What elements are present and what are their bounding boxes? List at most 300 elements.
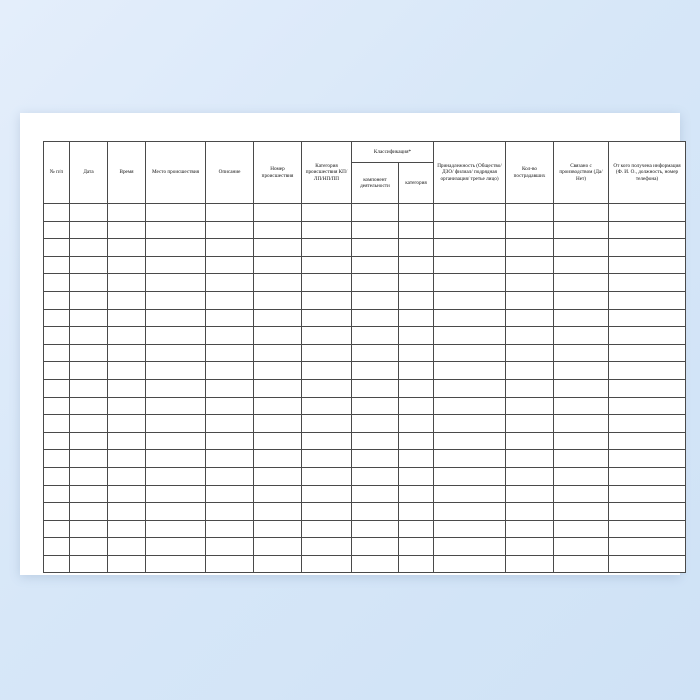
table-cell[interactable] xyxy=(554,256,609,274)
table-cell[interactable] xyxy=(254,221,302,239)
table-cell[interactable] xyxy=(399,538,434,556)
table-cell[interactable] xyxy=(302,397,352,415)
table-cell[interactable] xyxy=(254,397,302,415)
table-cell[interactable] xyxy=(609,485,686,503)
header-classification-category: категория xyxy=(399,163,434,204)
table-row xyxy=(44,379,686,397)
table-row xyxy=(44,221,686,239)
table-cell[interactable] xyxy=(506,309,554,327)
table-cell[interactable] xyxy=(352,379,399,397)
table-cell[interactable] xyxy=(146,485,206,503)
paper-sheet xyxy=(20,113,680,575)
table-cell[interactable] xyxy=(506,239,554,257)
table-cell[interactable] xyxy=(352,239,399,257)
table-cell[interactable] xyxy=(254,485,302,503)
table-cell[interactable] xyxy=(506,467,554,485)
table-cell[interactable] xyxy=(352,274,399,292)
table-cell[interactable] xyxy=(108,309,146,327)
table-cell[interactable] xyxy=(506,327,554,345)
table-cell[interactable] xyxy=(506,344,554,362)
table-row xyxy=(44,415,686,433)
table-row xyxy=(44,503,686,521)
table-cell[interactable] xyxy=(609,309,686,327)
table-cell[interactable] xyxy=(206,415,254,433)
table-cell[interactable] xyxy=(554,327,609,345)
table-cell[interactable] xyxy=(44,327,70,345)
table-cell[interactable] xyxy=(554,344,609,362)
table-cell[interactable] xyxy=(302,485,352,503)
table-cell[interactable] xyxy=(352,362,399,380)
table-cell[interactable] xyxy=(254,239,302,257)
table-cell[interactable] xyxy=(506,432,554,450)
table-cell[interactable] xyxy=(352,503,399,521)
table-cell[interactable] xyxy=(399,432,434,450)
table-cell[interactable] xyxy=(302,520,352,538)
table-cell[interactable] xyxy=(506,415,554,433)
table-cell[interactable] xyxy=(506,274,554,292)
table-cell[interactable] xyxy=(146,520,206,538)
table-cell[interactable] xyxy=(554,221,609,239)
table-cell[interactable] xyxy=(399,239,434,257)
table-cell[interactable] xyxy=(206,291,254,309)
table-cell[interactable] xyxy=(554,520,609,538)
table-row xyxy=(44,256,686,274)
table-row xyxy=(44,485,686,503)
table-cell[interactable] xyxy=(434,327,506,345)
table-cell[interactable] xyxy=(44,379,70,397)
table-cell[interactable] xyxy=(434,362,506,380)
table-cell[interactable] xyxy=(399,450,434,468)
table-cell[interactable] xyxy=(506,291,554,309)
table-cell[interactable] xyxy=(554,291,609,309)
table-cell[interactable] xyxy=(609,256,686,274)
table-cell[interactable] xyxy=(44,467,70,485)
header-incident-number: Номер происшествия xyxy=(254,142,302,204)
table-cell[interactable] xyxy=(352,415,399,433)
table-cell[interactable] xyxy=(434,555,506,573)
table-cell[interactable] xyxy=(399,467,434,485)
table-cell[interactable] xyxy=(554,362,609,380)
table-row xyxy=(44,309,686,327)
table-row xyxy=(44,291,686,309)
table-cell[interactable] xyxy=(254,467,302,485)
table-cell[interactable] xyxy=(206,555,254,573)
table-cell[interactable] xyxy=(506,256,554,274)
table-cell[interactable] xyxy=(146,362,206,380)
table-cell[interactable] xyxy=(506,204,554,222)
table-cell[interactable] xyxy=(506,538,554,556)
table-cell[interactable] xyxy=(434,309,506,327)
table-cell[interactable] xyxy=(399,344,434,362)
table-cell[interactable] xyxy=(146,555,206,573)
table-cell[interactable] xyxy=(554,204,609,222)
table-cell[interactable] xyxy=(146,432,206,450)
table-cell[interactable] xyxy=(44,344,70,362)
table-cell[interactable] xyxy=(44,309,70,327)
table-cell[interactable] xyxy=(302,239,352,257)
table-cell[interactable] xyxy=(44,555,70,573)
table-row xyxy=(44,432,686,450)
table-cell[interactable] xyxy=(70,204,108,222)
table-cell[interactable] xyxy=(70,256,108,274)
table-cell[interactable] xyxy=(609,432,686,450)
table-cell[interactable] xyxy=(434,520,506,538)
header-classification-component: компонент деятельности xyxy=(352,163,399,204)
table-cell[interactable] xyxy=(399,274,434,292)
table-cell[interactable] xyxy=(399,309,434,327)
table-cell[interactable] xyxy=(254,379,302,397)
table-cell[interactable] xyxy=(609,538,686,556)
table-cell[interactable] xyxy=(70,555,108,573)
table-cell[interactable] xyxy=(146,309,206,327)
table-row xyxy=(44,204,686,222)
table-cell[interactable] xyxy=(434,221,506,239)
table-cell[interactable] xyxy=(302,204,352,222)
table-cell[interactable] xyxy=(70,309,108,327)
table-cell[interactable] xyxy=(302,432,352,450)
table-cell[interactable] xyxy=(206,239,254,257)
table-cell[interactable] xyxy=(434,538,506,556)
table-cell[interactable] xyxy=(254,291,302,309)
header-description: Описание xyxy=(206,142,254,204)
table-cell[interactable] xyxy=(108,555,146,573)
table-cell[interactable] xyxy=(434,485,506,503)
table-cell[interactable] xyxy=(254,503,302,521)
table-cell[interactable] xyxy=(70,467,108,485)
table-cell[interactable] xyxy=(70,538,108,556)
header-num: № п/п xyxy=(44,142,70,204)
table-cell[interactable] xyxy=(254,256,302,274)
table-cell[interactable] xyxy=(554,503,609,521)
table-cell[interactable] xyxy=(44,256,70,274)
table-cell[interactable] xyxy=(108,362,146,380)
table-cell[interactable] xyxy=(206,503,254,521)
table-cell[interactable] xyxy=(70,327,108,345)
table-cell[interactable] xyxy=(44,397,70,415)
table-cell[interactable] xyxy=(44,538,70,556)
table-cell[interactable] xyxy=(206,467,254,485)
table-cell[interactable] xyxy=(302,344,352,362)
table-cell[interactable] xyxy=(554,450,609,468)
table-cell[interactable] xyxy=(302,291,352,309)
table-cell[interactable] xyxy=(399,291,434,309)
header-row-top xyxy=(44,142,686,163)
table-cell[interactable] xyxy=(206,327,254,345)
table-cell[interactable] xyxy=(70,450,108,468)
header-info-source: От кого получена информация (Ф. И. О., должность, номер телефона) xyxy=(609,142,686,204)
table-cell[interactable] xyxy=(609,362,686,380)
table-row xyxy=(44,520,686,538)
table-cell[interactable] xyxy=(399,204,434,222)
table-cell[interactable] xyxy=(146,538,206,556)
table-cell[interactable] xyxy=(70,221,108,239)
table-cell[interactable] xyxy=(399,379,434,397)
table-cell[interactable] xyxy=(108,520,146,538)
table-cell[interactable] xyxy=(108,467,146,485)
table-cell[interactable] xyxy=(434,291,506,309)
table-cell[interactable] xyxy=(146,291,206,309)
table-cell[interactable] xyxy=(146,467,206,485)
table-cell[interactable] xyxy=(352,520,399,538)
table-cell[interactable] xyxy=(254,555,302,573)
table-cell[interactable] xyxy=(609,327,686,345)
table-cell[interactable] xyxy=(554,467,609,485)
table-row xyxy=(44,362,686,380)
table-cell[interactable] xyxy=(506,450,554,468)
table-cell[interactable] xyxy=(302,379,352,397)
table-cell[interactable] xyxy=(108,503,146,521)
table-cell[interactable] xyxy=(108,274,146,292)
table-cell[interactable] xyxy=(146,397,206,415)
table-cell[interactable] xyxy=(108,397,146,415)
table-cell[interactable] xyxy=(554,555,609,573)
table-cell[interactable] xyxy=(352,344,399,362)
table-cell[interactable] xyxy=(434,503,506,521)
table-cell[interactable] xyxy=(554,239,609,257)
table-row xyxy=(44,397,686,415)
table-cell[interactable] xyxy=(44,274,70,292)
table-cell[interactable] xyxy=(70,291,108,309)
table-cell[interactable] xyxy=(434,432,506,450)
table-cell[interactable] xyxy=(399,415,434,433)
table-cell[interactable] xyxy=(206,274,254,292)
table-cell[interactable] xyxy=(44,520,70,538)
table-cell[interactable] xyxy=(254,520,302,538)
table-cell[interactable] xyxy=(609,379,686,397)
table-cell[interactable] xyxy=(108,239,146,257)
table-cell[interactable] xyxy=(70,379,108,397)
table-cell[interactable] xyxy=(352,327,399,345)
table-cell[interactable] xyxy=(206,520,254,538)
table-cell[interactable] xyxy=(108,327,146,345)
table-cell[interactable] xyxy=(254,432,302,450)
table-cell[interactable] xyxy=(44,291,70,309)
table-cell[interactable] xyxy=(302,555,352,573)
table-cell[interactable] xyxy=(434,239,506,257)
table-row xyxy=(44,239,686,257)
table-cell[interactable] xyxy=(254,204,302,222)
table-cell[interactable] xyxy=(352,450,399,468)
table-cell[interactable] xyxy=(554,379,609,397)
table-cell[interactable] xyxy=(609,520,686,538)
table-cell[interactable] xyxy=(609,450,686,468)
table-cell[interactable] xyxy=(434,415,506,433)
table-cell[interactable] xyxy=(44,432,70,450)
table-cell[interactable] xyxy=(44,362,70,380)
table-cell[interactable] xyxy=(70,239,108,257)
table-cell[interactable] xyxy=(254,309,302,327)
table-cell[interactable] xyxy=(352,291,399,309)
table-cell[interactable] xyxy=(206,485,254,503)
table-cell[interactable] xyxy=(352,432,399,450)
table-cell[interactable] xyxy=(302,327,352,345)
table-cell[interactable] xyxy=(506,520,554,538)
table-cell[interactable] xyxy=(554,397,609,415)
table-cell[interactable] xyxy=(206,344,254,362)
table-cell[interactable] xyxy=(302,362,352,380)
table-cell[interactable] xyxy=(108,256,146,274)
table-cell[interactable] xyxy=(609,555,686,573)
table-cell[interactable] xyxy=(434,274,506,292)
table-cell[interactable] xyxy=(609,467,686,485)
table-cell[interactable] xyxy=(352,397,399,415)
table-cell[interactable] xyxy=(70,485,108,503)
table-cell[interactable] xyxy=(44,485,70,503)
table-cell[interactable] xyxy=(609,291,686,309)
table-cell[interactable] xyxy=(352,221,399,239)
table-cell[interactable] xyxy=(609,503,686,521)
table-cell[interactable] xyxy=(108,538,146,556)
table-cell[interactable] xyxy=(506,362,554,380)
table-cell[interactable] xyxy=(108,291,146,309)
table-cell[interactable] xyxy=(108,450,146,468)
table-cell[interactable] xyxy=(254,362,302,380)
table-cell[interactable] xyxy=(254,274,302,292)
table-cell[interactable] xyxy=(146,503,206,521)
table-cell[interactable] xyxy=(146,379,206,397)
table-cell[interactable] xyxy=(302,309,352,327)
table-cell[interactable] xyxy=(434,379,506,397)
table-cell[interactable] xyxy=(146,204,206,222)
table-cell[interactable] xyxy=(44,503,70,521)
table-cell[interactable] xyxy=(108,415,146,433)
table-cell[interactable] xyxy=(434,450,506,468)
table-cell[interactable] xyxy=(302,450,352,468)
table-cell[interactable] xyxy=(609,344,686,362)
header-belonging: Принадлежность (Общество/ДЗО/ филиал/ подрядная организация/ третье лицо) xyxy=(434,142,506,204)
table-cell[interactable] xyxy=(206,309,254,327)
table-cell[interactable] xyxy=(399,555,434,573)
table-cell[interactable] xyxy=(554,415,609,433)
table-cell[interactable] xyxy=(206,362,254,380)
table-cell[interactable] xyxy=(206,379,254,397)
table-cell[interactable] xyxy=(44,239,70,257)
table-cell[interactable] xyxy=(506,221,554,239)
table-cell[interactable] xyxy=(609,415,686,433)
table-cell[interactable] xyxy=(352,309,399,327)
table-cell[interactable] xyxy=(434,256,506,274)
table-cell[interactable] xyxy=(44,204,70,222)
table-cell[interactable] xyxy=(70,274,108,292)
table-cell[interactable] xyxy=(146,450,206,468)
table-cell[interactable] xyxy=(554,432,609,450)
table-cell[interactable] xyxy=(352,204,399,222)
table-cell[interactable] xyxy=(254,450,302,468)
table-cell[interactable] xyxy=(108,204,146,222)
table-cell[interactable] xyxy=(70,415,108,433)
table-cell[interactable] xyxy=(108,221,146,239)
table-cell[interactable] xyxy=(206,432,254,450)
table-cell[interactable] xyxy=(206,221,254,239)
table-cell[interactable] xyxy=(146,327,206,345)
table-cell[interactable] xyxy=(399,327,434,345)
table-cell[interactable] xyxy=(609,239,686,257)
table-cell[interactable] xyxy=(506,485,554,503)
table-cell[interactable] xyxy=(399,256,434,274)
table-cell[interactable] xyxy=(254,344,302,362)
table-cell[interactable] xyxy=(206,204,254,222)
header-category: Категория происшествия КП/ЛП/НП/ПП xyxy=(302,142,352,204)
table-row xyxy=(44,344,686,362)
table-cell[interactable] xyxy=(554,485,609,503)
table-cell[interactable] xyxy=(352,485,399,503)
table-cell[interactable] xyxy=(609,204,686,222)
table-cell[interactable] xyxy=(434,344,506,362)
table-cell[interactable] xyxy=(302,415,352,433)
table-cell[interactable] xyxy=(302,221,352,239)
table-cell[interactable] xyxy=(352,467,399,485)
table-cell[interactable] xyxy=(108,344,146,362)
table-cell[interactable] xyxy=(146,274,206,292)
table-cell[interactable] xyxy=(206,256,254,274)
table-cell[interactable] xyxy=(70,362,108,380)
table-cell[interactable] xyxy=(108,432,146,450)
table-cell[interactable] xyxy=(506,397,554,415)
table-cell[interactable] xyxy=(44,450,70,468)
table-cell[interactable] xyxy=(70,503,108,521)
table-cell[interactable] xyxy=(434,397,506,415)
table-cell[interactable] xyxy=(206,450,254,468)
table-cell[interactable] xyxy=(254,327,302,345)
table-cell[interactable] xyxy=(609,221,686,239)
table-cell[interactable] xyxy=(108,485,146,503)
table-cell[interactable] xyxy=(70,520,108,538)
table-cell[interactable] xyxy=(399,362,434,380)
table-cell[interactable] xyxy=(70,344,108,362)
table-cell[interactable] xyxy=(254,415,302,433)
table-cell[interactable] xyxy=(146,221,206,239)
table-header xyxy=(44,142,686,204)
table-cell[interactable] xyxy=(352,555,399,573)
table-row xyxy=(44,274,686,292)
table-cell[interactable] xyxy=(352,256,399,274)
table-cell[interactable] xyxy=(399,221,434,239)
table-cell[interactable] xyxy=(554,309,609,327)
table-cell[interactable] xyxy=(609,397,686,415)
table-cell[interactable] xyxy=(302,256,352,274)
table-cell[interactable] xyxy=(352,538,399,556)
table-cell[interactable] xyxy=(70,397,108,415)
table-cell[interactable] xyxy=(206,538,254,556)
table-cell[interactable] xyxy=(146,256,206,274)
table-cell[interactable] xyxy=(146,344,206,362)
table-cell[interactable] xyxy=(506,379,554,397)
table-cell[interactable] xyxy=(399,520,434,538)
table-cell[interactable] xyxy=(44,221,70,239)
table-cell[interactable] xyxy=(506,503,554,521)
table-cell[interactable] xyxy=(302,538,352,556)
table-cell[interactable] xyxy=(554,538,609,556)
table-cell[interactable] xyxy=(302,467,352,485)
table-cell[interactable] xyxy=(44,415,70,433)
table-cell[interactable] xyxy=(506,555,554,573)
table-cell[interactable] xyxy=(554,274,609,292)
table-cell[interactable] xyxy=(399,397,434,415)
table-cell[interactable] xyxy=(434,204,506,222)
table-cell[interactable] xyxy=(434,467,506,485)
table-cell[interactable] xyxy=(399,503,434,521)
table-cell[interactable] xyxy=(206,397,254,415)
table-cell[interactable] xyxy=(146,239,206,257)
table-cell[interactable] xyxy=(70,432,108,450)
table-cell[interactable] xyxy=(609,274,686,292)
table-cell[interactable] xyxy=(399,485,434,503)
table-cell[interactable] xyxy=(254,538,302,556)
table-cell[interactable] xyxy=(302,274,352,292)
table-cell[interactable] xyxy=(302,503,352,521)
table-cell[interactable] xyxy=(146,415,206,433)
table-cell[interactable] xyxy=(108,379,146,397)
